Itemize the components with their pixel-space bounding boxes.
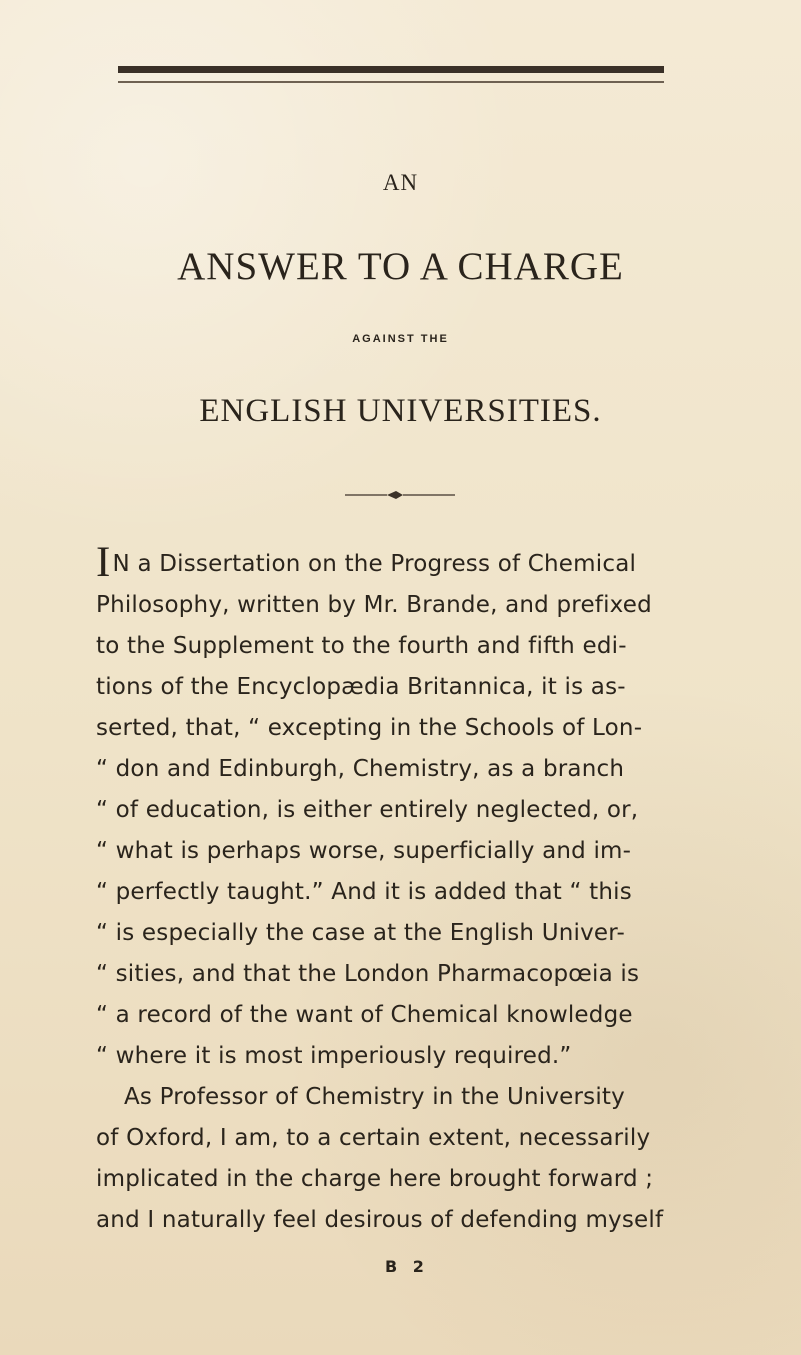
ornament-rule-icon	[345, 489, 455, 501]
text-line-7: “ of education, is either entirely neglected, or,	[96, 797, 639, 823]
title-prefix: AN	[382, 170, 419, 195]
text-line-9: “ perfectly taught.” And it is added that “ this	[96, 879, 632, 905]
text-line-5: serted, that, “ excepting in the Schools of Lon-	[96, 715, 643, 741]
text-line-6: “ don and Edinburgh, Chemistry, as a branch	[96, 756, 625, 782]
top-thick-rule	[118, 66, 664, 73]
page-signature: B 2	[385, 1257, 429, 1276]
text-line-4: tions of the Encyclopædia Britannica, it is as-	[96, 674, 626, 700]
title-connector: AGAINST THE	[352, 333, 449, 345]
text-line-15: of Oxford, I am, to a certain extent, necessarily	[96, 1125, 651, 1151]
text-line-11: “ sities, and that the London Pharmacopœia is	[96, 961, 640, 987]
text-line-10: “ is especially the case at the English Univer-	[96, 920, 625, 946]
text-line-17: and I naturally feel desirous of defending myself	[96, 1207, 664, 1233]
main-title: ANSWER TO A CHARGE	[177, 245, 624, 288]
body-text	[96, 539, 706, 1241]
text-line-8: “ what is perhaps worse, superficially and im-	[96, 838, 632, 864]
subtitle: ENGLISH UNIVERSITIES.	[199, 393, 602, 429]
top-thin-rule	[118, 81, 664, 83]
drop-cap: I	[96, 539, 111, 586]
first-line-text: N a Dissertation on the Progress of Chemical	[112, 551, 637, 577]
text-line-14: As Professor of Chemistry in the University	[124, 1084, 625, 1110]
text-line-13: “ where it is most imperiously required.”	[96, 1043, 572, 1069]
text-line-1	[96, 539, 706, 586]
text-line-12: “ a record of the want of Chemical knowledge	[96, 1002, 633, 1028]
text-line-3: to the Supplement to the fourth and fifth edi-	[96, 633, 627, 659]
text-line-2: Philosophy, written by Mr. Brande, and prefixed	[96, 592, 652, 618]
text-line-16: implicated in the charge here brought forward ;	[96, 1166, 654, 1192]
